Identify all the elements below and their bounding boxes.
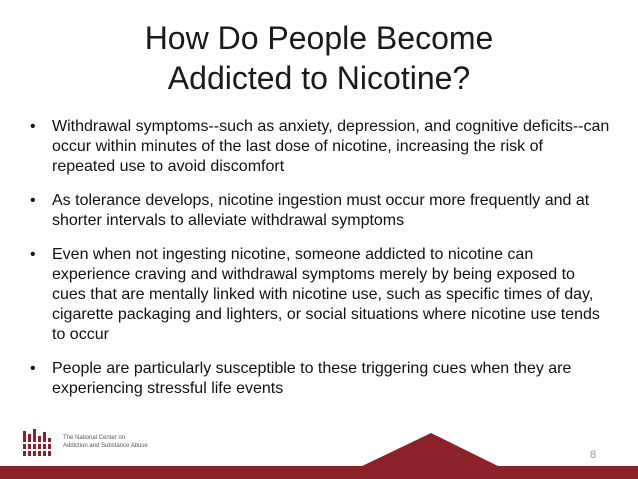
bullet-marker: •	[30, 118, 36, 135]
casa-logo	[22, 428, 162, 460]
bullet-item	[30, 191, 610, 231]
logo-text	[63, 434, 148, 450]
bullet-list	[30, 117, 610, 413]
slide-title-line-1: How Do People Become	[144, 20, 494, 56]
bullet-item	[30, 245, 610, 345]
slide-title	[0, 18, 638, 98]
bullet-item	[30, 359, 610, 399]
bullet-text: Withdrawal symptoms--such as anxiety, depression, and cognitive deficits--can occur within minutes of the last dose of nicotine, increasing the risk of repeated use to avoid discomfort	[52, 118, 610, 175]
bullet-text: People are particularly susceptible to these triggering cues when they are experiencing stressful life events	[52, 360, 572, 397]
page-number: 8	[590, 449, 597, 461]
footer-bar	[0, 466, 638, 479]
bullet-marker: •	[30, 360, 36, 377]
slide-title-line-2: Addicted to Nicotine?	[167, 60, 471, 96]
logo-text-line-2: Addiction and Substance Abuse	[63, 443, 148, 449]
bullet-marker: •	[30, 192, 36, 209]
casa-logo-mark-icon	[22, 428, 58, 458]
bullet-item	[30, 117, 610, 177]
bullet-text: As tolerance develops, nicotine ingestion must occur more frequently and at shorter intervals to alleviate withdrawal symptoms	[52, 192, 590, 229]
bullet-marker: •	[30, 246, 36, 263]
bullet-text: Even when not ingesting nicotine, someone addicted to nicotine can experience craving and withdrawal symptoms merely by being exposed to cues that are mentally linked with nicotine use, such as specific times of day, cigarette packaging and lighters, or social situations where nicotine use tends to occur	[52, 246, 600, 343]
logo-text-line-1: The National Center on	[63, 435, 126, 441]
